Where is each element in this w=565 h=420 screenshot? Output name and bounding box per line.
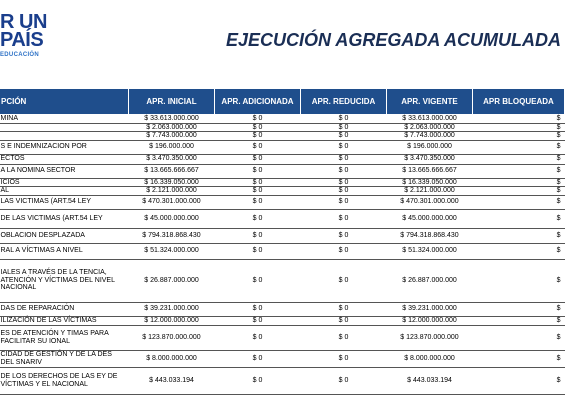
row-initial: $ 2.121.000.000: [129, 187, 215, 196]
row-description: AL: [0, 187, 129, 196]
row-blocked: $: [473, 209, 565, 228]
row-current: $ 794.318.868.430: [387, 228, 473, 243]
row-added: $ 0: [215, 209, 301, 228]
row-initial: $ 8.000.000.000: [129, 350, 215, 367]
logo-line-3: EDUCACIÓN: [0, 52, 40, 58]
row-current: $ 2.121.000.000: [387, 187, 473, 196]
row-current: $ 26.887.000.000: [387, 259, 473, 302]
row-reduced: $ 0: [301, 259, 387, 302]
row-added: $ 0: [215, 123, 301, 132]
row-description: ES DE ATENCIÓN Y TIMAS PARA FACILITAR SU IONAL: [0, 325, 129, 350]
table-row: [0, 228, 565, 243]
row-current: $ 443.033.194: [387, 367, 473, 394]
table-row: [0, 187, 565, 196]
row-description: DE LOS DERECHOS DE LAS EY DE VÍCTIMAS Y EL NACIONAL: [0, 367, 129, 394]
row-reduced: $ 0: [301, 316, 387, 325]
row-initial: $ 16.339.050.000: [129, 178, 215, 187]
row-blocked: $: [473, 367, 565, 394]
row-added: $ 0: [215, 140, 301, 154]
row-added: $ 0: [215, 367, 301, 394]
column-header-blocked: APR BLOQUEADA: [473, 89, 565, 115]
row-reduced: $ 0: [301, 228, 387, 243]
column-header-current: APR. VIGENTE: [387, 89, 473, 115]
table-row: [0, 154, 565, 164]
row-reduced: $ 0: [301, 140, 387, 154]
row-current: $ 45.000.000.000: [387, 209, 473, 228]
row-reduced: $ 0: [301, 154, 387, 164]
row-added: $ 0: [215, 243, 301, 259]
row-current: $ 123.870.000.000: [387, 325, 473, 350]
row-blocked: $: [473, 154, 565, 164]
table-row: [0, 164, 565, 178]
column-header-description: PCIÓN: [0, 89, 129, 115]
row-blocked: $: [473, 115, 565, 124]
row-initial: $ 443.033.194: [129, 367, 215, 394]
table-row: [0, 195, 565, 209]
table-row: [0, 350, 565, 367]
row-reduced: $ 0: [301, 243, 387, 259]
row-current: $ 13.665.666.667: [387, 164, 473, 178]
logo-line-1: R UN: [0, 11, 47, 33]
table-row: [0, 316, 565, 325]
row-current: $ 33.613.000.000: [387, 115, 473, 124]
row-blocked: $: [473, 350, 565, 367]
row-blocked: $: [473, 123, 565, 132]
row-description: S E INDEMNIZACION POR: [0, 140, 129, 154]
table-row: [0, 367, 565, 394]
row-description: ILIZACIÓN DE LAS VÍCTIMAS: [0, 316, 129, 325]
table-row: [0, 302, 565, 316]
row-initial: $ 13.665.666.667: [129, 164, 215, 178]
row-blocked: $: [473, 140, 565, 154]
row-current: $ 2.063.000.000: [387, 123, 473, 132]
row-blocked: $: [473, 195, 565, 209]
row-description: [0, 123, 129, 132]
table-header-row: [0, 89, 565, 115]
row-added: $ 0: [215, 325, 301, 350]
table-row: [0, 132, 565, 141]
row-blocked: $: [473, 178, 565, 187]
logo: [0, 12, 60, 60]
row-reduced: $ 0: [301, 350, 387, 367]
row-description: LAS VICTIMAS (ART.54 LEY: [0, 195, 129, 209]
row-initial: $ 2.063.000.000: [129, 123, 215, 132]
column-header-reduced: APR. REDUCIDA: [301, 89, 387, 115]
row-added: $ 0: [215, 115, 301, 124]
row-initial: $ 51.324.000.000: [129, 243, 215, 259]
column-header-added: APR. ADICIONADA: [215, 89, 301, 115]
row-blocked: $: [473, 187, 565, 196]
row-initial: $ 39.231.000.000: [129, 302, 215, 316]
table-row: [0, 178, 565, 187]
row-description: IALES A TRAVÉS DE LA TENCIA, ATENCIÓN Y VÍCTIMAS DEL NIVEL NACIONAL: [0, 259, 129, 302]
table-row: [0, 209, 565, 228]
row-description: ICIOS: [0, 178, 129, 187]
table-row: [0, 259, 565, 302]
row-blocked: $: [473, 164, 565, 178]
row-blocked: $: [473, 243, 565, 259]
row-reduced: $ 0: [301, 367, 387, 394]
logo-line-2: PAÍS: [0, 29, 44, 51]
row-added: $ 0: [215, 154, 301, 164]
row-reduced: $ 0: [301, 132, 387, 141]
row-description: MINA: [0, 115, 129, 124]
row-description: CIDAD DE GESTIÓN Y DE LA DES DEL SNARIV: [0, 350, 129, 367]
table-row: [0, 243, 565, 259]
row-reduced: $ 0: [301, 115, 387, 124]
row-reduced: $ 0: [301, 302, 387, 316]
row-description: RAL A VÍCTIMAS A NIVEL: [0, 243, 129, 259]
row-reduced: $ 0: [301, 325, 387, 350]
row-current: $ 7.743.000.000: [387, 132, 473, 141]
row-description: OBLACION DESPLAZADA: [0, 228, 129, 243]
row-initial: $ 26.887.000.000: [129, 259, 215, 302]
row-description: A LA NOMINA SECTOR: [0, 164, 129, 178]
row-reduced: $ 0: [301, 178, 387, 187]
row-current: $ 39.231.000.000: [387, 302, 473, 316]
row-added: $ 0: [215, 228, 301, 243]
row-current: $ 16.339.050.000: [387, 178, 473, 187]
table-row: [0, 115, 565, 124]
row-blocked: $: [473, 228, 565, 243]
table-body: [0, 115, 565, 395]
row-initial: $ 12.000.000.000: [129, 316, 215, 325]
row-current: $ 12.000.000.000: [387, 316, 473, 325]
row-reduced: $ 0: [301, 123, 387, 132]
row-added: $ 0: [215, 178, 301, 187]
row-added: $ 0: [215, 195, 301, 209]
row-current: $ 51.324.000.000: [387, 243, 473, 259]
row-added: $ 0: [215, 259, 301, 302]
row-reduced: $ 0: [301, 209, 387, 228]
row-initial: $ 3.470.350.000: [129, 154, 215, 164]
row-current: $ 196.000.000: [387, 140, 473, 154]
row-initial: $ 123.870.000.000: [129, 325, 215, 350]
row-current: $ 8.000.000.000: [387, 350, 473, 367]
row-blocked: $: [473, 302, 565, 316]
row-added: $ 0: [215, 350, 301, 367]
row-blocked: $: [473, 132, 565, 141]
column-header-initial: APR. INICIAL: [129, 89, 215, 115]
row-description: DAS DE REPARACIÓN: [0, 302, 129, 316]
row-initial: $ 33.613.000.000: [129, 115, 215, 124]
row-reduced: $ 0: [301, 195, 387, 209]
row-added: $ 0: [215, 164, 301, 178]
row-initial: $ 196.000.000: [129, 140, 215, 154]
row-initial: $ 7.743.000.000: [129, 132, 215, 141]
row-current: $ 3.470.350.000: [387, 154, 473, 164]
row-blocked: $: [473, 325, 565, 350]
row-current: $ 470.301.000.000: [387, 195, 473, 209]
row-added: $ 0: [215, 132, 301, 141]
table-row: [0, 140, 565, 154]
row-description: [0, 132, 129, 141]
row-added: $ 0: [215, 187, 301, 196]
row-reduced: $ 0: [301, 164, 387, 178]
row-added: $ 0: [215, 302, 301, 316]
table-row: [0, 123, 565, 132]
row-initial: $ 794.318.868.430: [129, 228, 215, 243]
row-blocked: $: [473, 259, 565, 302]
row-description: ECTOS: [0, 154, 129, 164]
row-reduced: $ 0: [301, 187, 387, 196]
page-title: EJECUCIÓN AGREGADA ACUMULADA: [226, 30, 562, 50]
row-initial: $ 470.301.000.000: [129, 195, 215, 209]
budget-table: [0, 88, 565, 395]
row-blocked: $: [473, 316, 565, 325]
row-description: DE LAS VICTIMAS (ART.54 LEY: [0, 209, 129, 228]
table-row: [0, 325, 565, 350]
row-added: $ 0: [215, 316, 301, 325]
row-initial: $ 45.000.000.000: [129, 209, 215, 228]
